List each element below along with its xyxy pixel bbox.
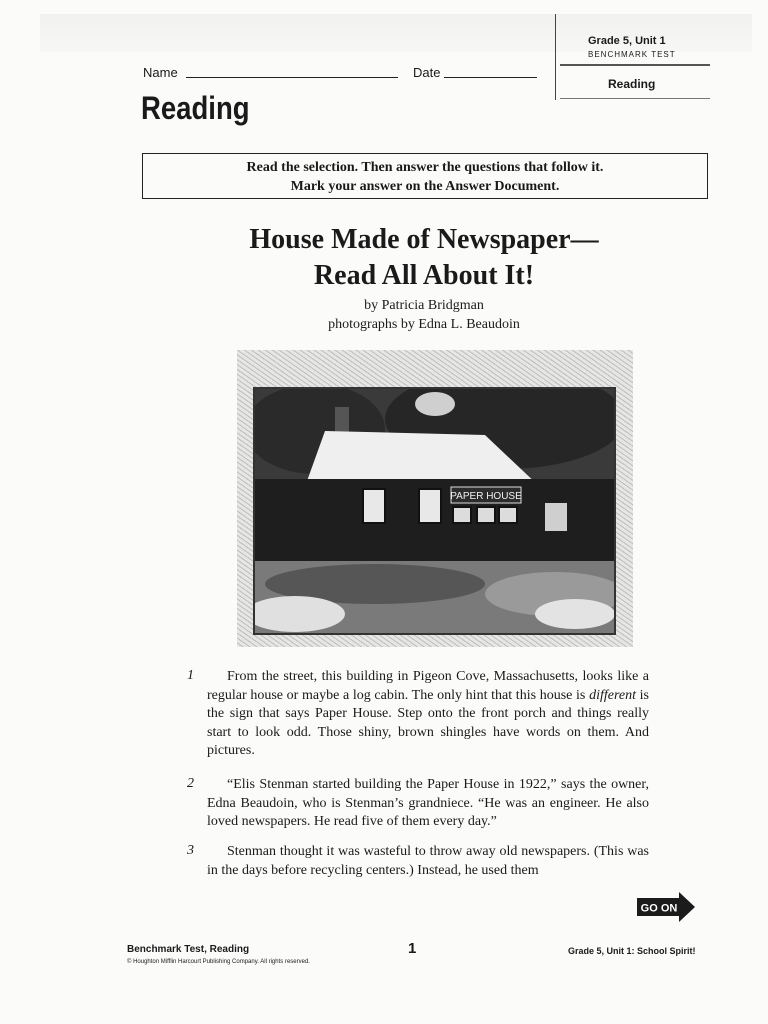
benchmark-test-label: BENCHMARK TEST <box>588 50 676 59</box>
byline <box>144 296 704 334</box>
paragraph-number-2: 2 <box>187 776 194 791</box>
go-on-label: GO ON <box>640 902 678 915</box>
date-field[interactable] <box>444 77 537 78</box>
subject-box-label: Reading <box>608 77 656 91</box>
grade-unit-label: Grade 5, Unit 1 <box>588 35 666 47</box>
footer-unit-title: Grade 5, Unit 1: School Spirit! <box>568 946 696 956</box>
name-field[interactable] <box>186 77 398 78</box>
paragraph-1-emphasis: different <box>589 687 636 703</box>
paper-house-sign: PAPER HOUSE <box>450 491 522 502</box>
name-label: Name <box>143 65 178 80</box>
paragraph-1-text-b: is the sign that says Paper House. Step onto the front porch and things really start to look odd. Those shiny, brown shingles have words on them. And pictures. <box>207 687 649 758</box>
paragraph-3-text: Stenman thought it was wasteful to throw away old newspapers. (This was in the days before recycling centers.) Instead, he used them <box>207 844 649 878</box>
paper-house-photo <box>253 387 616 635</box>
article-title-line-1: House Made of Newspaper— <box>249 224 599 255</box>
article-title-line-2: Read All About It! <box>313 260 535 291</box>
paragraph-3 <box>207 843 649 880</box>
go-on-button[interactable] <box>637 892 695 927</box>
header-box-rule-bottom <box>560 98 710 99</box>
page-heading: Reading <box>141 90 250 126</box>
footer-test-title: Benchmark Test, Reading <box>127 944 250 955</box>
header-box-rule <box>560 64 710 66</box>
paragraph-1 <box>207 668 649 761</box>
go-on-arrow-icon <box>637 892 695 922</box>
paragraph-2 <box>207 776 649 832</box>
instructions-line-2: Mark your answer on the Answer Document. <box>290 179 560 194</box>
paragraph-2-text: “Elis Stenman started building the Paper House in 1922,” says the owner, Edna Beaudoin, who is Stenman’s grandniece. “He was an engineer. He also loved newspapers. He read five of them every day.” <box>207 777 649 829</box>
paper-house-illustration <box>255 389 614 633</box>
instructions-line-1: Read the selection. Then answer the questions that follow it. <box>246 160 604 175</box>
paragraph-number-1: 1 <box>187 668 194 683</box>
page-number: 1 <box>408 940 417 957</box>
date-label: Date <box>413 65 441 80</box>
instructions-box <box>142 153 708 199</box>
paragraph-number-3: 3 <box>187 843 194 858</box>
paragraph-1-text-a: From the street, this building in Pigeon Cove, Massachusetts, looks like a regular house or maybe a log cabin. The only hint that this house is <box>207 669 649 703</box>
article-title <box>144 222 704 294</box>
author-credit: by Patricia Bridgman <box>364 298 484 313</box>
photographer-credit: photographs by Edna L. Beaudoin <box>328 317 520 332</box>
footer-copyright: © Houghton Mifflin Harcourt Publishing Company. All rights reserved. <box>127 959 310 965</box>
